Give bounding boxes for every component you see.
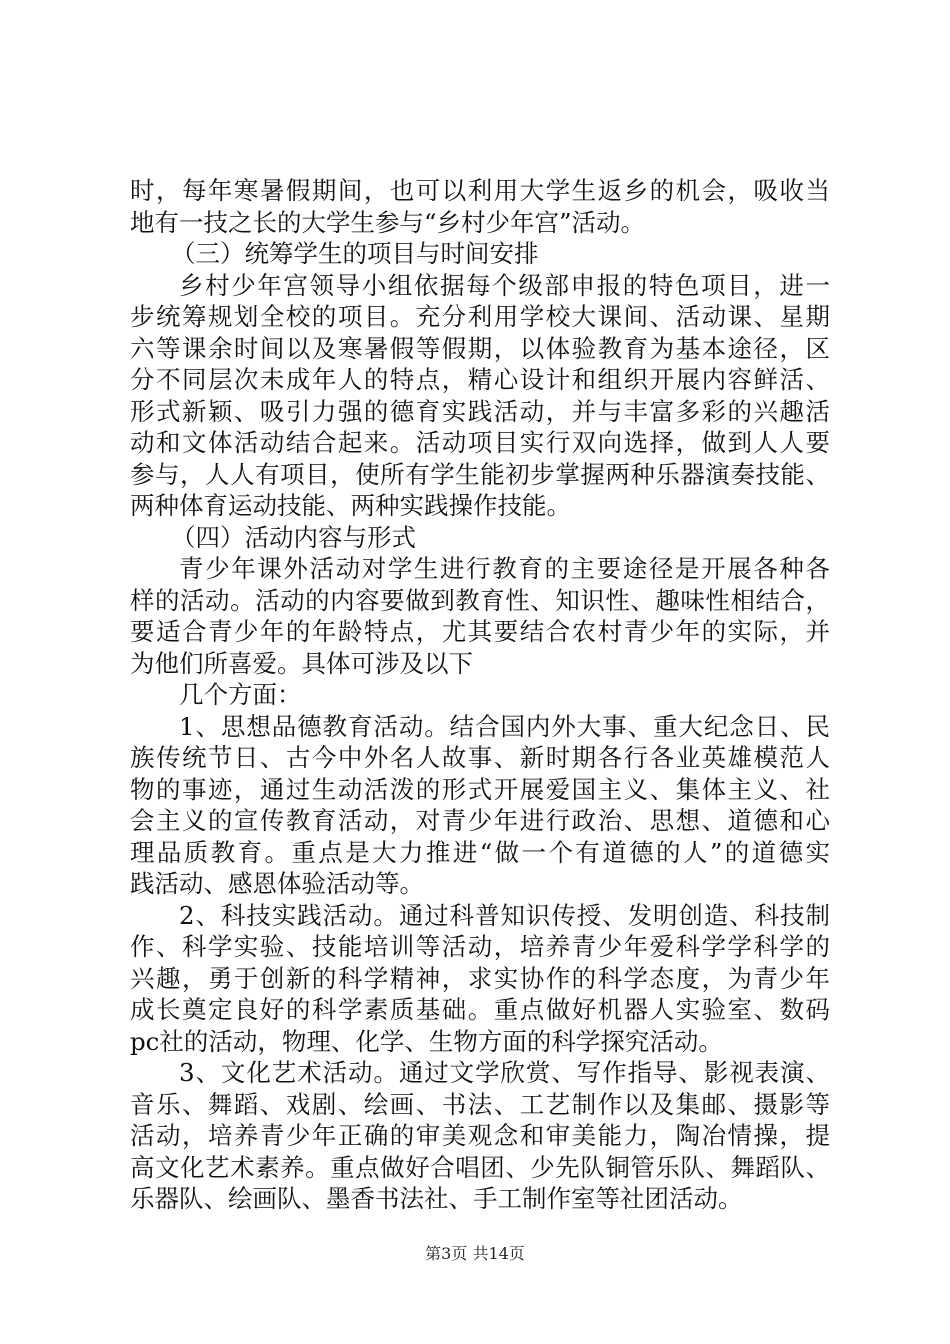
text-line: 作、科学实验、技能培训等活动，培养青少年爱科学学科学的: [130, 932, 830, 961]
section-heading: （四）活动内容与形式: [171, 522, 416, 552]
text-line: 乡村少年宫领导小组依据每个级部申报的特色项目，进一: [179, 270, 830, 300]
text-line: 为他们所喜爱。具体可涉及以下: [130, 648, 473, 678]
text-line: 分不同层次未成年人的特点，精心设计和组织开展内容鲜活、: [130, 365, 830, 394]
text-line: 会主义的宣传教育活动，对青少年进行政治、思想、道德和心: [130, 806, 830, 835]
text-line: 动和文体活动结合起来。活动项目实行双向选择，做到人人要: [130, 428, 830, 457]
text-line: 乐器队、绘画队、墨香书法社、手工制作室等社团活动。: [130, 1184, 743, 1213]
text-line: 音乐、舞蹈、戏剧、绘画、书法、工艺制作以及集邮、摄影等: [130, 1089, 830, 1119]
text-line: 践活动、感恩体验活动等。: [130, 869, 424, 898]
text-line: 3、文化艺术活动。通过文学欣赏、写作指导、影视表演、: [179, 1058, 830, 1087]
text-line: 1、思想品德教育活动。结合国内外大事、重大纪念日、民: [179, 711, 830, 741]
page-number-footer: 第3页 共14页: [425, 1244, 525, 1263]
text-line: 形式新颖、吸引力强的德育实践活动，并与丰富多彩的兴趣活: [130, 396, 830, 426]
text-line: 时，每年寒暑假期间，也可以利用大学生返乡的机会，吸收当: [130, 176, 830, 205]
text-line: 参与，人人有项目，使所有学生能初步掌握两种乐器演奏技能、: [130, 459, 830, 489]
text-line: 高文化艺术素养。重点做好合唱团、少先队铜管乐队、舞蹈队、: [130, 1152, 830, 1182]
text-line: 要适合青少年的年龄特点，尤其要结合农村青少年的实际，并: [130, 617, 830, 646]
text-line: 理品质教育。重点是大力推进“做一个有道德的人”的道德实: [130, 837, 830, 867]
text-line: 物的事迹，通过生动活泼的形式开展爱国主义、集体主义、社: [130, 774, 830, 804]
text-line: 成长奠定良好的科学素质基础。重点做好机器人实验室、数码: [130, 995, 830, 1024]
text-line: 几个方面：: [179, 680, 302, 709]
text-line: 样的活动。活动的内容要做到教育性、知识性、趣味性相结合，: [130, 585, 830, 615]
document-body: [130, 175, 830, 1215]
text-line: 步统筹规划全校的项目。充分利用学校大课间、活动课、星期: [130, 302, 830, 331]
text-line: 六等课余时间以及寒暑假等假期，以体验教育为基本途径，区: [130, 333, 830, 363]
text-line: 青少年课外活动对学生进行教育的主要途径是开展各种各: [179, 554, 830, 583]
text-line: 两种体育运动技能、两种实践操作技能。: [130, 491, 571, 520]
text-line: 2、科技实践活动。通过科普知识传授、发明创造、科技制: [179, 900, 830, 930]
section-heading: （三）统筹学生的项目与时间安排: [171, 239, 539, 268]
text-line: 兴趣，勇于创新的科学精神，求实协作的科学态度，为青少年: [130, 963, 830, 993]
text-line: 族传统节日、古今中外名人故事、新时期各行各业英雄模范人: [130, 743, 830, 772]
text-line: 地有一技之长的大学生参与“乡村少年宫”活动。: [130, 207, 646, 237]
text-line: pc社的活动，物理、化学、生物方面的科学探究活动。: [130, 1026, 723, 1056]
text-line: 活动，培养青少年正确的审美观念和审美能力，陶冶情操，提: [130, 1121, 830, 1150]
